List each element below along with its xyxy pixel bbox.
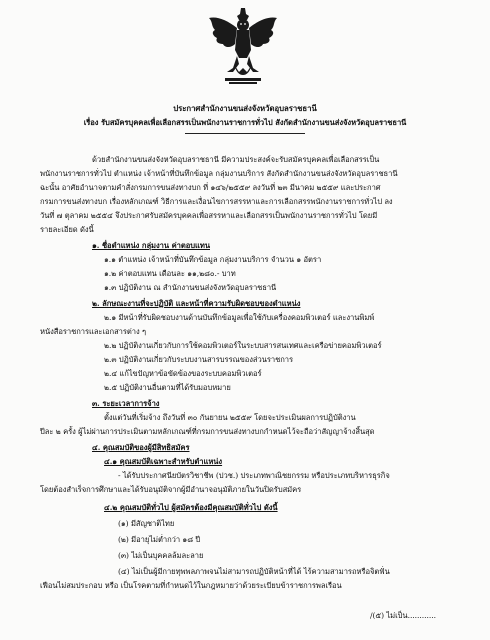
- announcement-title: ประกาศสำนักงานขนส่งจังหวัดอุบลราชธานี: [173, 104, 317, 113]
- section-2-item: ๒.๔ แก้ไขปัญหาข้อขัดข้องของระบบคอมพิวเตอร์: [104, 369, 262, 378]
- section-1-item: ๑.๒ ค่าตอบแทน เดือนละ ๑๑,๒๘๐.- บาท: [104, 269, 236, 278]
- section-2-item: ๒.๓ ปฏิบัติงานเกี่ยวกับระบบงานสารบรรณของส่วนราชการ: [104, 355, 293, 364]
- intro-line: พนักงานราชการทั่วไป ตำแหน่ง เจ้าหน้าที่บันทึกข้อมูล กลุ่มงานบริการ สังกัดสำนักงานขนส่งจังหวัดอุบลราชธานี: [40, 169, 398, 178]
- section-1-heading: ๑. ชื่อตำแหน่ง กลุ่มงาน ค่าตอบแทน: [92, 241, 210, 250]
- announcement-subject: เรื่อง รับสมัครบุคคลเพื่อเลือกสรรเป็นพนักงานราชการทั่วไป สังกัดสำนักงานขนส่งจังหวัดอุบลราชธานี: [83, 118, 407, 127]
- section-4-2-item: (๒) มีอายุไม่ต่ำกว่า ๑๘ ปี: [118, 535, 201, 544]
- intro-line: รายละเอียด ดังนี้: [40, 225, 94, 234]
- section-2-item: ๒.๕ ปฏิบัติงานอื่นตามที่ได้รับมอบหมาย: [104, 383, 231, 392]
- section-4-2-item: (๓) ไม่เป็นบุคคลล้มละลาย: [118, 551, 204, 560]
- section-3-line: ตั้งแต่วันที่เริ่มจ้าง ถึงวันที่ ๓๐ กันยายน ๒๕๕๙ โดยจะประเมินผลการปฏิบัติงาน: [104, 413, 356, 422]
- section-4-1-line: - ได้รับประกาศนียบัตรวิชาชีพ (ปวช.) ประเภทพาณิชยกรรม หรือประเภทบริหารธุรกิจ: [118, 471, 390, 480]
- section-3-heading: ๓. ระยะเวลาการจ้าง: [92, 399, 160, 408]
- section-4-2-heading: ๔.๒ คุณสมบัติทั่วไป ผู้สมัครต้องมีคุณสมบัติทั่วไป ดังนี้: [104, 503, 278, 512]
- intro-line: วันที่ ๗ ตุลาคม ๒๕๕๔ จึงประกาศรับสมัครบุคคลเพื่อสรรหาและเลือกสรรเป็นพนักงานราชการทั่วไป โดยมี: [40, 211, 378, 220]
- section-4-2-item: (๔) ไม่เป็นผู้มีกายทุพพลภาพจนไม่สามารถปฏิบัติหน้าที่ได้ ไร้ความสามารถหรือจิตฟั่น: [118, 567, 390, 576]
- title-divider: [185, 133, 305, 134]
- intro-line: ด้วยสำนักงานขนส่งจังหวัดอุบลราชธานี มีความประสงค์จะรับสมัครบุคคลเพื่อเลือกสรรเป็น: [92, 155, 380, 164]
- section-3-line: ปีละ ๒ ครั้ง ผู้ไม่ผ่านการประเมินตามหลักเกณฑ์ที่กรมการขนส่งทางบกกำหนดไว้จะถือว่าสัญญาจ้างสิ้นสุด: [40, 427, 375, 436]
- continuation-note: /(๕) ไม่เป็น............: [370, 611, 436, 620]
- intro-line: กรมการขนส่งทางบก เรื่องหลักเกณฑ์ วิธีการและเงื่อนไขการสรรหาและการเลือกสรรพนักงานราชการทั่วไป ลง: [40, 197, 393, 206]
- section-4-1-heading: ๔.๑ คุณสมบัติเฉพาะสำหรับตำแหน่ง: [104, 457, 223, 466]
- garuda-emblem-icon: [207, 6, 279, 88]
- section-2-heading: ๒. ลักษณะงานที่จะปฏิบัติ และหน้าที่ความรับผิดชอบของตำแหน่ง: [92, 299, 301, 308]
- section-2-item: ๒.๒ ปฏิบัติงานเกี่ยวกับการใช้คอมพิวเตอร์ในระบบสารสนเทศและเครือข่ายคอมพิวเตอร์: [104, 341, 382, 350]
- section-2-item: ๒.๑ มีหน้าที่รับผิดชอบงานด้านบันทึกข้อมูลเพื่อใช้กับเครื่องคอมพิวเตอร์ และงานพิมพ์: [104, 313, 375, 322]
- section-2-item: หนังสือราชการและเอกสารต่าง ๆ: [40, 327, 147, 336]
- section-4-2-item: เฟือนไม่สมประกอบ หรือ เป็นโรคตามที่กำหนดไว้ในกฎหมายว่าด้วยระเบียบข้าราชการพลเรือน: [40, 581, 342, 590]
- section-1-item: ๑.๓ ปฏิบัติงาน ณ สำนักงานขนส่งจังหวัดอุบลราชธานี: [104, 283, 277, 292]
- section-4-2-item: (๑) มีสัญชาติไทย: [118, 519, 175, 528]
- intro-line: ฉะนั้น อาศัยอำนาจตามคำสั่งกรมการขนส่งทางบก ที่ ๑๔๖/๒๕๕๙ ลงวันที่ ๒๓ มีนาคม ๒๕๕๙ และประกาศ: [40, 183, 381, 192]
- section-4-heading: ๔. คุณสมบัติของผู้มีสิทธิสมัคร: [92, 443, 190, 452]
- section-1-item: ๑.๑ ตำแหน่ง เจ้าหน้าที่บันทึกข้อมูล กลุ่มงานบริการ จำนวน ๑ อัตรา: [104, 255, 322, 264]
- section-4-1-line: โดยต้องสำเร็จการศึกษาและได้รับอนุมัติจากผู้มีอำนาจอนุมัติภายในวันปิดรับสมัคร: [40, 485, 302, 494]
